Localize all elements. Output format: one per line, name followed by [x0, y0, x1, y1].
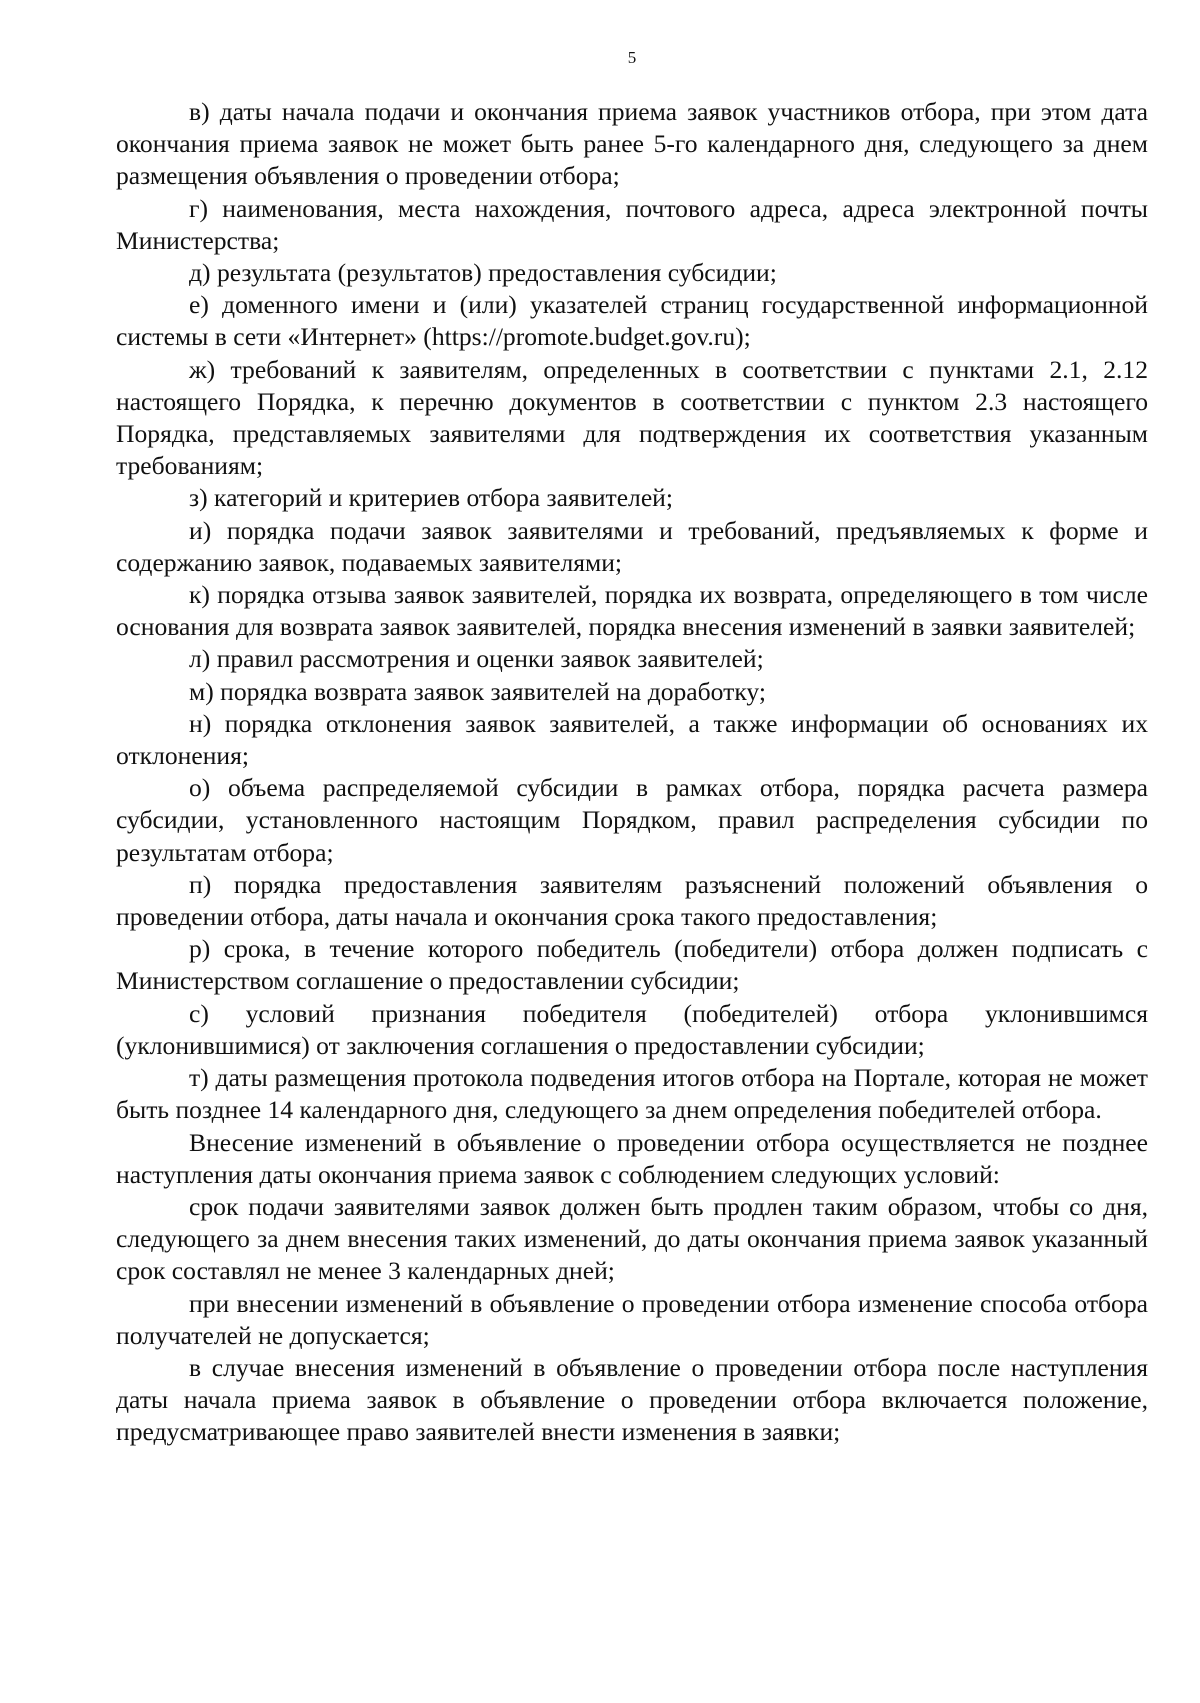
paragraph-o-subsidy-volume: о) объема распределяемой субсидии в рамках отбора, порядка расчета размера субсидии, установленного настоящим Порядком, правил распределения субсидии по результатам отбора;: [116, 773, 1148, 867]
paragraph-amendments-applications: в случае внесения изменений в объявление о проведении отбора после наступления даты начала приема заявок в объявление о проведении отбора включается положение, предусматривающее право заявителей внести изменения в заявки;: [116, 1352, 1148, 1447]
paragraph-n-rejection-order: н) порядка отклонения заявок заявителей, а также информации об основаниях их отклонения;: [116, 708, 1148, 771]
document-body: [116, 96, 1148, 1449]
paragraph-k-withdrawal-order: к) порядка отзыва заявок заявителей, порядка их возврата, определяющего в том числе основания для возврата заявок заявителей, порядка внесения изменений в заявки заявителей;: [116, 580, 1148, 642]
paragraph-amendments-intro: Внесение изменений в объявление о проведении отбора осуществляется не позднее наступления даты окончания приема заявок с соблюдением следующих условий:: [116, 1127, 1148, 1189]
page-number: 5: [627, 48, 637, 67]
document-page: [116, 0, 1148, 1703]
paragraph-amendments-term: срок подачи заявителями заявок должен быть продлен таким образом, чтобы со дня, следующего за днем внесения таких изменений, до даты окончания приема заявок указанный срок составлял не менее 3 календарных дней;: [116, 1191, 1148, 1286]
paragraph-v-dates: в) даты начала подачи и окончания приема заявок участников отбора, при этом дата окончания приема заявок не может быть ранее 5-го календарного дня, следующего за днем размещения объявления о проведении отбора;: [116, 97, 1148, 191]
paragraph-amendments-method: при внесении изменений в объявление о проведении отбора изменение способа отбора получателей не допускается;: [116, 1288, 1148, 1350]
paragraph-z-categories: з) категорий и критериев отбора заявителей;: [189, 483, 673, 513]
paragraph-m-return-order: м) порядка возврата заявок заявителей на доработку;: [189, 676, 766, 706]
paragraph-p-clarifications: п) порядка предоставления заявителям разъяснений положений объявления о проведении отбора, даты начала и окончания срока такого предоставления;: [116, 869, 1148, 932]
paragraph-g-ministry-details: г) наименования, места нахождения, почтового адреса, адреса электронной почты Министерства;: [116, 193, 1148, 255]
paragraph-t-protocol-date: т) даты размещения протокола подведения итогов отбора на Портале, которая не может быть позднее 14 календарного дня, следующего за днем определения победителей отбора.: [116, 1063, 1148, 1125]
paragraph-s-evasion-conditions: с) условий признания победителя (победителей) отбора уклонившимся (уклонившимися) от заключения соглашения о предоставлении субсидии;: [116, 998, 1148, 1060]
paragraph-l-review-rules: л) правил рассмотрения и оценки заявок заявителей;: [189, 644, 764, 674]
paragraph-e-domain: е) доменного имени и (или) указателей страниц государственной информационной системы в сети «Интернет» (https://promote.budget.gov.ru);: [116, 290, 1148, 352]
paragraph-d-results: д) результата (результатов) предоставления субсидии;: [189, 258, 777, 288]
paragraph-r-agreement-term: р) срока, в течение которого победитель (победители) отбора должен подписать с Министерством соглашение о предоставлении субсидии;: [116, 934, 1148, 996]
paragraph-zh-requirements: ж) требований к заявителям, определенных в соответствии с пунктами 2.1, 2.12 настоящего Порядка, к перечню документов в соответствии с пунктом 2.3 настоящего Порядка, представляемых заявителями для подтверждения их соответствия указанным требованиям;: [116, 354, 1148, 481]
paragraph-i-submission-order: и) порядка подачи заявок заявителями и требований, предъявляемых к форме и содержанию заявок, подаваемых заявителями;: [116, 515, 1148, 577]
